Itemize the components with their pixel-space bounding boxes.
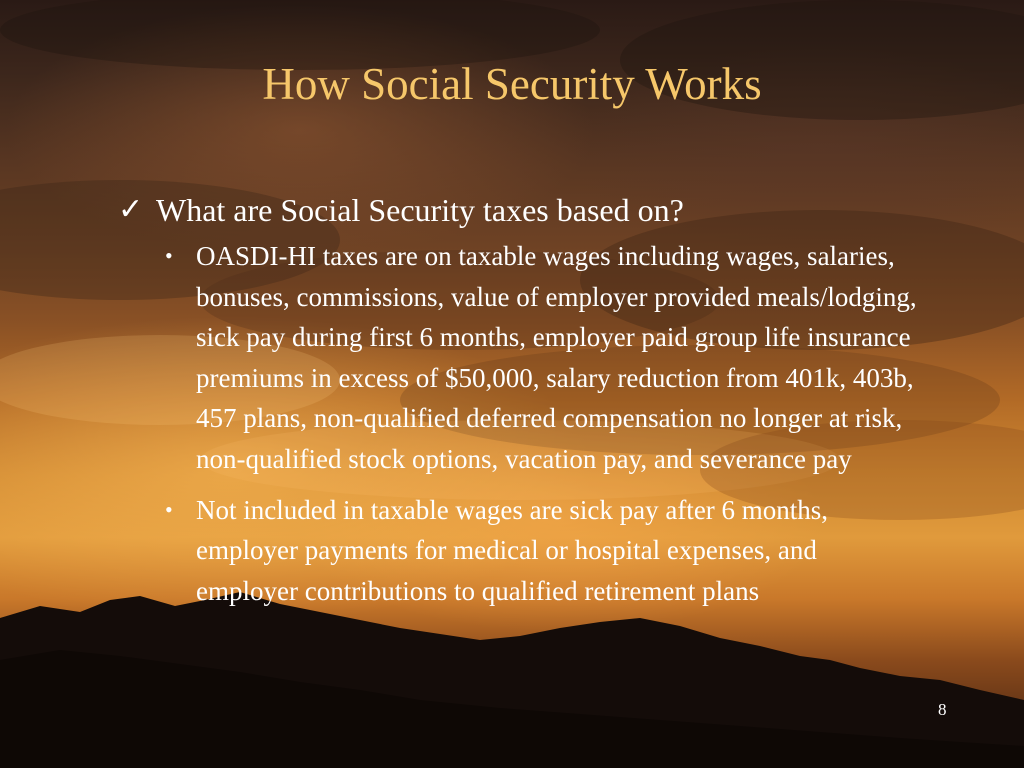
- bullet-text: Not included in taxable wages are sick pay after 6 months, employer payments for medical or hospital expenses, and employer contributions to qualified retirement plans: [196, 494, 829, 606]
- slide-title: How Social Security Works: [262, 59, 762, 109]
- slide-body: [118, 188, 918, 621]
- page-number: 8: [938, 700, 947, 719]
- list-item: [118, 490, 918, 612]
- bullet-list: [118, 236, 918, 611]
- bullet-dot-icon: •: [165, 496, 173, 522]
- checkmark-icon: ✓: [118, 192, 144, 227]
- bullet-text: OASDI-HI taxes are on taxable wages including wages, salaries, bonuses, commissions, value of employer provided meals/lodging, sick pay during first 6 months, employer paid group life insurance premiums in excess of $50,000, salary reduction from 401k, 403b, 457 plans, non-qualified deferred compensation no longer at risk, non-qualified stock options, vacation pay, and severance pay: [196, 241, 917, 474]
- question-text: What are Social Security taxes based on?: [156, 192, 684, 228]
- bullet-dot-icon: •: [165, 243, 173, 268]
- list-item: [118, 236, 918, 480]
- question-item: [118, 188, 918, 232]
